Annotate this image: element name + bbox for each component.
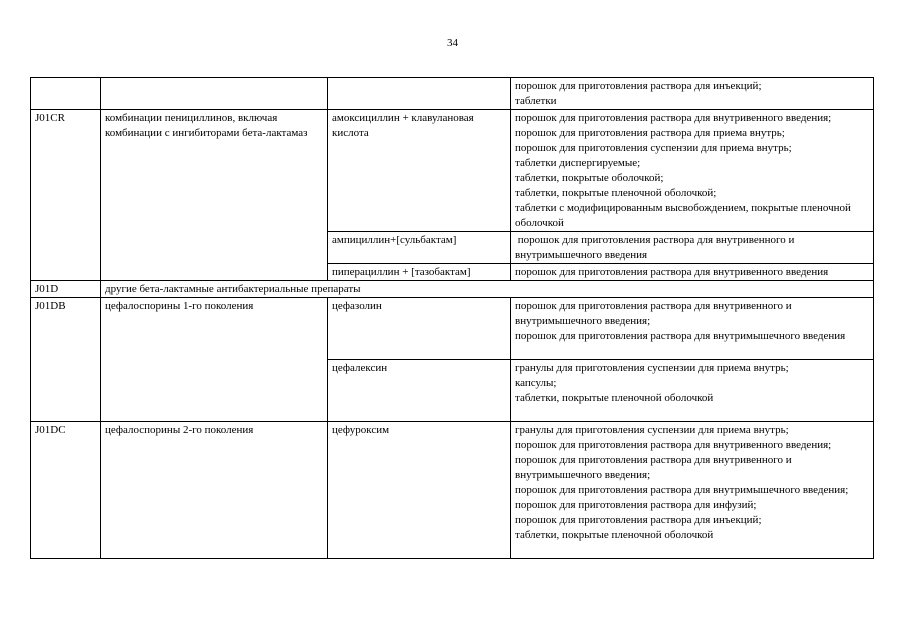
dosage-form: порошок для приготовления раствора для инъекций; <box>515 80 762 92</box>
spacer <box>515 406 870 421</box>
dosage-form: порошок для приготовления раствора для внутримышечного введения <box>515 330 846 342</box>
dosage-forms-cell <box>511 78 874 110</box>
atc-code-cell: J01CR <box>31 110 101 281</box>
medication-table <box>30 77 874 559</box>
group-cell: другие бета-лактамные антибактериальные препараты <box>101 281 874 298</box>
dosage-forms-cell <box>511 360 874 422</box>
atc-code-cell: J01DC <box>31 422 101 559</box>
dosage-form: таблетки, покрытые пленочной оболочкой <box>515 529 714 541</box>
dosage-form: порошок для приготовления раствора для внутривенного введения; <box>515 439 832 451</box>
table-row <box>31 422 874 559</box>
dosage-forms-cell <box>511 232 874 264</box>
dosage-form: таблетки, покрытые пленочной оболочкой; <box>515 187 717 199</box>
dosage-form: таблетки <box>515 95 557 107</box>
table-row <box>31 110 874 232</box>
table-row <box>31 78 874 110</box>
drug-name-cell: цефазолин <box>328 298 511 360</box>
dosage-form: порошок для приготовления раствора для внутримышечного введения; <box>515 484 849 496</box>
dosage-forms-cell <box>511 298 874 360</box>
group-cell: цефалоспорины 1-го поколения <box>101 298 328 422</box>
dosage-form: порошок для приготовления раствора для внутривенного и внутримышечного введения; <box>515 454 792 481</box>
dosage-form: порошок для приготовления суспензии для приема внутрь; <box>515 142 792 154</box>
spacer <box>515 543 870 558</box>
dosage-form: порошок для приготовления раствора для внутривенного и внутримышечного введения; <box>515 300 792 327</box>
group-cell: цефалоспорины 2-го поколения <box>101 422 328 559</box>
dosage-form: порошок для приготовления раствора для инъекций; <box>515 514 762 526</box>
table-row <box>31 298 874 360</box>
dosage-form: таблетки, покрытые пленочной оболочкой <box>515 392 714 404</box>
dosage-forms-cell <box>511 422 874 559</box>
dosage-form: порошок для приготовления раствора для внутривенного введения; <box>515 112 832 124</box>
dosage-forms-cell <box>511 110 874 232</box>
dosage-form: таблетки диспергируемые; <box>515 157 641 169</box>
drug-name-cell: пиперациллин + [тазобактам] <box>328 264 511 281</box>
page-number: 34 <box>447 37 458 49</box>
group-cell <box>101 78 328 110</box>
drug-name-cell: амоксициллин + клавулановая кислота <box>328 110 511 232</box>
dosage-form: порошок для приготовления раствора для инфузий; <box>515 499 757 511</box>
drug-name-cell: цефуроксим <box>328 422 511 559</box>
dosage-form: гранулы для приготовления суспензии для приема внутрь; <box>515 424 789 436</box>
dosage-form: капсулы; <box>515 377 557 389</box>
group-cell: комбинации пенициллинов, включая комбинации с ингибиторами бета-лактамаз <box>101 110 328 281</box>
dosage-forms-cell <box>511 264 874 281</box>
atc-code-cell <box>31 78 101 110</box>
drug-name-cell <box>328 78 511 110</box>
dosage-form: порошок для приготовления раствора для внутривенного введения <box>515 266 829 278</box>
table-row <box>31 281 874 298</box>
dosage-form: гранулы для приготовления суспензии для приема внутрь; <box>515 362 789 374</box>
drug-name-cell: ампициллин+[сульбактам] <box>328 232 511 264</box>
dosage-form: порошок для приготовления раствора для приема внутрь; <box>515 127 785 139</box>
dosage-form: таблетки с модифицированным высвобождением, покрытые пленочной оболочкой <box>515 202 851 229</box>
dosage-form: порошок для приготовления раствора для внутривенного и внутримышечного введения <box>515 234 798 261</box>
atc-code-cell: J01DB <box>31 298 101 422</box>
spacer <box>515 344 870 359</box>
atc-code-cell: J01D <box>31 281 101 298</box>
dosage-form: таблетки, покрытые оболочкой; <box>515 172 664 184</box>
drug-name-cell: цефалексин <box>328 360 511 422</box>
